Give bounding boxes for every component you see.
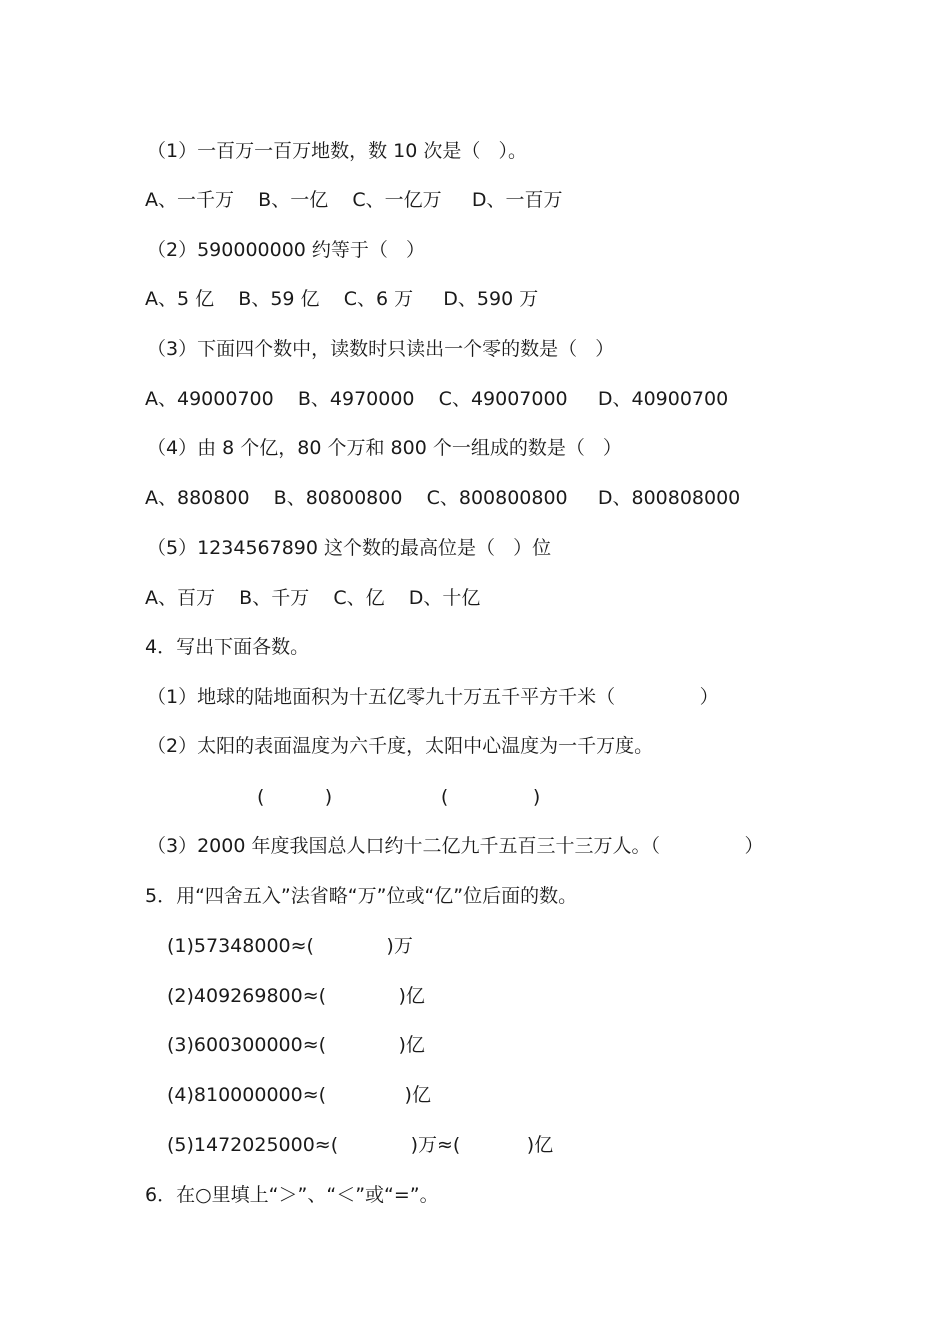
q3-3-options: A、49000700 B、4970000 C、49007000 D、40900700 (145, 388, 729, 410)
q4-1: （1）地球的陆地面积为十五亿零九十万五千平方千米（ ） (147, 686, 719, 708)
q3-1-options: A、一千万 B、一亿 C、一亿万 D、一百万 (145, 189, 563, 211)
q5-2: (2)409269800≈( )亿 (167, 985, 425, 1007)
q4-2: （2）太阳的表面温度为六千度，太阳中心温度为一千万度。 (147, 735, 654, 757)
q3-4-question: （4）由 8 个亿，80 个万和 800 个一组成的数是（ ） (147, 437, 622, 459)
section-5-title: 5．用“四舍五入”法省略“万”位或“亿”位后面的数。 (145, 885, 578, 907)
q3-2-question: （2）590000000 约等于（ ） (147, 239, 426, 261)
q5-4: (4)810000000≈( )亿 (167, 1084, 431, 1106)
q5-5: (5)1472025000≈( )万≈( )亿 (167, 1134, 554, 1156)
q3-5-options: A、百万 B、千万 C、亿 D、十亿 (145, 587, 481, 609)
q4-3: （3）2000 年度我国总人口约十二亿九千五百三十三万人。（ ） (147, 835, 764, 857)
q5-3: (3)600300000≈( )亿 (167, 1034, 425, 1056)
q3-3-question: （3）下面四个数中，读数时只读出一个零的数是（ ） (147, 338, 615, 360)
q4-2-blanks: ( ) ( ) (257, 786, 541, 808)
q3-4-options: A、880800 B、80800800 C、800800800 D、800808000 (145, 487, 741, 509)
q3-5-question: （5）1234567890 这个数的最高位是（ ）位 (147, 537, 552, 559)
q3-2-options: A、5 亿 B、59 亿 C、6 万 D、590 万 (145, 288, 539, 310)
section-6-title: 6．在○里填上“＞”、“＜”或“=”。 (145, 1184, 439, 1206)
section-4-title: 4．写出下面各数。 (145, 636, 310, 658)
q3-1-question: （1）一百万一百万地数，数 10 次是（ ）。 (147, 140, 527, 162)
q5-1: (1)57348000≈( )万 (167, 935, 413, 957)
